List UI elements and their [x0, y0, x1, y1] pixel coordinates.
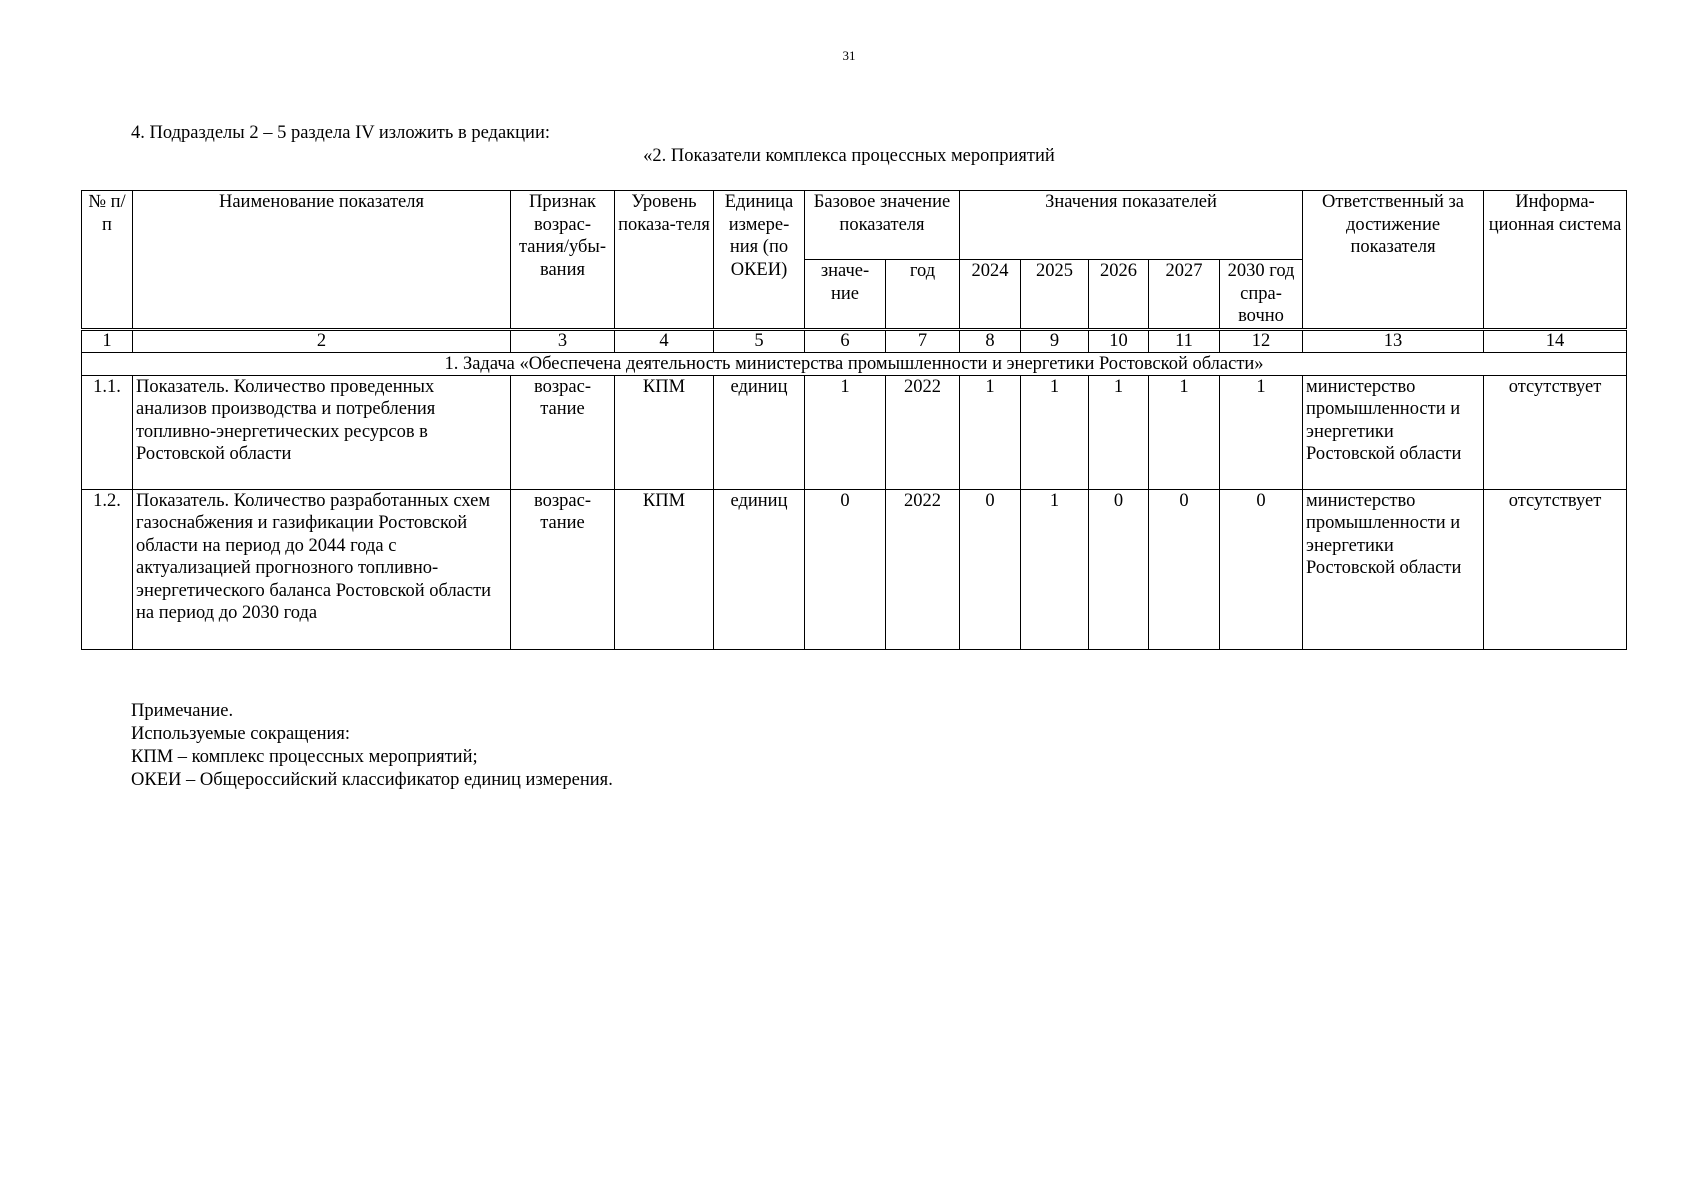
note-title: Примечание. [131, 701, 234, 721]
abbreviation-okei: ОКЕИ – Общероссийский классификатор единиц измерения. [131, 770, 613, 790]
row-responsible: министерство промышленности и энергетики Ростовской области [1303, 489, 1484, 649]
header-num: № п/п [82, 191, 133, 330]
column-number: 12 [1220, 329, 1303, 352]
header-2025: 2025 [1021, 260, 1089, 330]
row-value-2025: 1 [1021, 375, 1089, 489]
row-unit: единиц [714, 489, 805, 649]
row-value-2024: 0 [960, 489, 1021, 649]
header-sign: Признак возрас-тания/убы-вания [511, 191, 615, 330]
row-value-2027: 1 [1149, 375, 1220, 489]
row-value-2027: 0 [1149, 489, 1220, 649]
header-2024: 2024 [960, 260, 1021, 330]
row-sign: возрас-тание [511, 489, 615, 649]
header-row-1 [82, 191, 1627, 260]
row-value-2026: 0 [1089, 489, 1149, 649]
header-2026: 2026 [1089, 260, 1149, 330]
row-name: Показатель. Количество разработанных схем газоснабжения и газификации Ростовской области на период до 2044 года с актуализацией прогнозного топливно-энергетического баланса Ростовской области на период до 2030 года [133, 489, 511, 649]
column-number: 5 [714, 329, 805, 352]
row-unit: единиц [714, 375, 805, 489]
row-info-system: отсутствует [1484, 375, 1627, 489]
row-base-value: 0 [805, 489, 886, 649]
row-info-system: отсутствует [1484, 489, 1627, 649]
header-unit: Единица измере-ния (по ОКЕИ) [714, 191, 805, 330]
notes-block [131, 700, 613, 792]
column-number: 4 [615, 329, 714, 352]
column-number: 6 [805, 329, 886, 352]
section-title: «2. Показатели комплекса процессных мероприятий [643, 146, 1055, 166]
column-number: 8 [960, 329, 1021, 352]
abbreviation-kpm: КПМ – комплекс процессных мероприятий; [131, 747, 478, 767]
row-base-value: 1 [805, 375, 886, 489]
task-row [82, 352, 1627, 375]
column-number: 13 [1303, 329, 1484, 352]
header-base: Базовое значение показателя [805, 191, 960, 260]
row-sign: возрас-тание [511, 375, 615, 489]
row-base-year: 2022 [886, 375, 960, 489]
intro-paragraph: 4. Подразделы 2 – 5 раздела IV изложить в редакции: [131, 123, 550, 143]
row-num: 1.2. [82, 489, 133, 649]
header-2030: 2030 год спра-вочно [1220, 260, 1303, 330]
header-base-value: значе-ние [805, 260, 886, 330]
page-number: 31 [842, 48, 856, 63]
task-title: 1. Задача «Обеспечена деятельность министерства промышленности и энергетики Ростовской области» [82, 352, 1627, 375]
row-num: 1.1. [82, 375, 133, 489]
column-number: 9 [1021, 329, 1089, 352]
row-base-year: 2022 [886, 489, 960, 649]
row-value-2026: 1 [1089, 375, 1149, 489]
column-number: 3 [511, 329, 615, 352]
row-value-2030: 0 [1220, 489, 1303, 649]
column-number: 10 [1089, 329, 1149, 352]
column-number: 2 [133, 329, 511, 352]
header-base-year: год [886, 260, 960, 330]
header-values: Значения показателей [960, 191, 1303, 260]
column-number: 11 [1149, 329, 1220, 352]
column-number-row [82, 329, 1627, 352]
column-number: 14 [1484, 329, 1627, 352]
row-level: КПМ [615, 375, 714, 489]
header-responsible: Ответственный за достижение показателя [1303, 191, 1484, 330]
row-level: КПМ [615, 489, 714, 649]
column-number: 7 [886, 329, 960, 352]
column-number: 1 [82, 329, 133, 352]
row-responsible: министерство промышленности и энергетики Ростовской области [1303, 375, 1484, 489]
row-value-2024: 1 [960, 375, 1021, 489]
abbreviations-title: Используемые сокращения: [131, 724, 351, 744]
header-info-system: Информа-ционная система [1484, 191, 1627, 330]
row-name: Показатель. Количество проведенных анализов производства и потребления топливно-энергетических ресурсов в Ростовской области [133, 375, 511, 489]
indicators-table [81, 190, 1627, 650]
header-2027: 2027 [1149, 260, 1220, 330]
row-value-2025: 1 [1021, 489, 1089, 649]
header-level: Уровень показа-теля [615, 191, 714, 330]
row-value-2030: 1 [1220, 375, 1303, 489]
table-row [82, 375, 1627, 489]
table-row [82, 489, 1627, 649]
header-name: Наименование показателя [133, 191, 511, 330]
